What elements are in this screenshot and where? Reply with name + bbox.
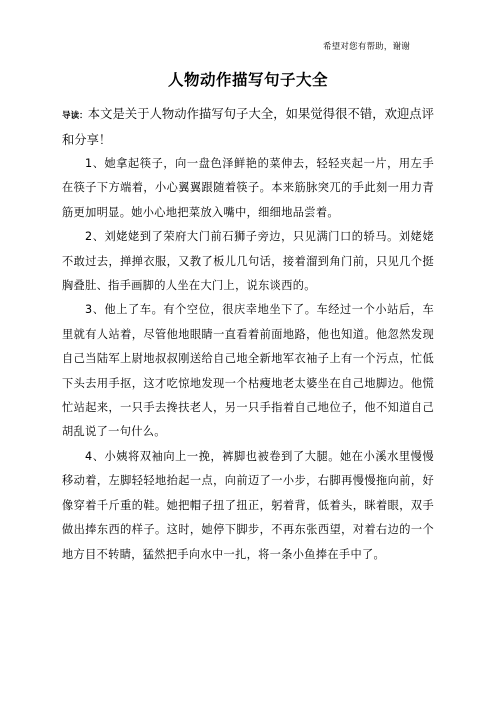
intro-text: 本文是关于人物动作描写句子大全，如果觉得很不错，欢迎点评和分享！ (62, 107, 434, 147)
header-note: 希望对您有帮助，谢谢 (322, 42, 410, 52)
paragraph-3: 3、他上了车。有个空位，很庆幸地坐下了。车经过一个小站后，车里就有人站着，尽管他地眼睛一直看着前面地路，他也知道。他忽然发现自己当陆军上尉地叔叔刚送给自己地全新地军衣袖子上有一个污点，忙低下头去用手抠，这才吃惊地发现一个枯瘦地老太婆坐在自己地脚边。他慌忙站起来，一只手去搀扶老人，另一只手指着自己地位子，他不知道自己胡乱说了一句什么。 (62, 303, 434, 439)
document-title: 人物动作描写句子大全 (167, 71, 328, 89)
paragraph-1: 1、她拿起筷子，向一盘色泽鲜艳的菜伸去，轻轻夹起一片，用左手在筷子下方端着，小心翼翼跟随着筷子。本来筋脉突兀的手此刻一用力青筋更加明显。她小心地把菜放入嘴中，细细地品尝着。 (62, 157, 434, 219)
intro-paragraph (62, 102, 434, 152)
document-body (62, 152, 434, 567)
paragraph-2: 2、刘姥姥到了荣府大门前石狮子旁边，只见满门口的轿马。刘姥姥不敢过去，掸掸衣服，又教了板儿几句话，接着溜到角门前，只见几个挺胸叠肚、指手画脚的人坐在大门上，说东谈西的。 (62, 230, 434, 293)
paragraph-4: 4、小姨将双袖向上一挽，裤脚也被卷到了大腿。她在小溪水里慢慢移动着，左脚轻轻地抬起一点，向前迈了一小步，右脚再慢慢拖向前，好像穿着千斤重的鞋。她把帽子扭了扭正，躬着背，低着头，眯着眼，双手做出捧东西的样子。这时，她停下脚步，不再东张西望，对着右边的一个地方目不转睛，猛然把手向水中一扎，将一条小鱼捧在手中了。 (62, 449, 434, 561)
intro-label: 导读： (62, 111, 88, 121)
